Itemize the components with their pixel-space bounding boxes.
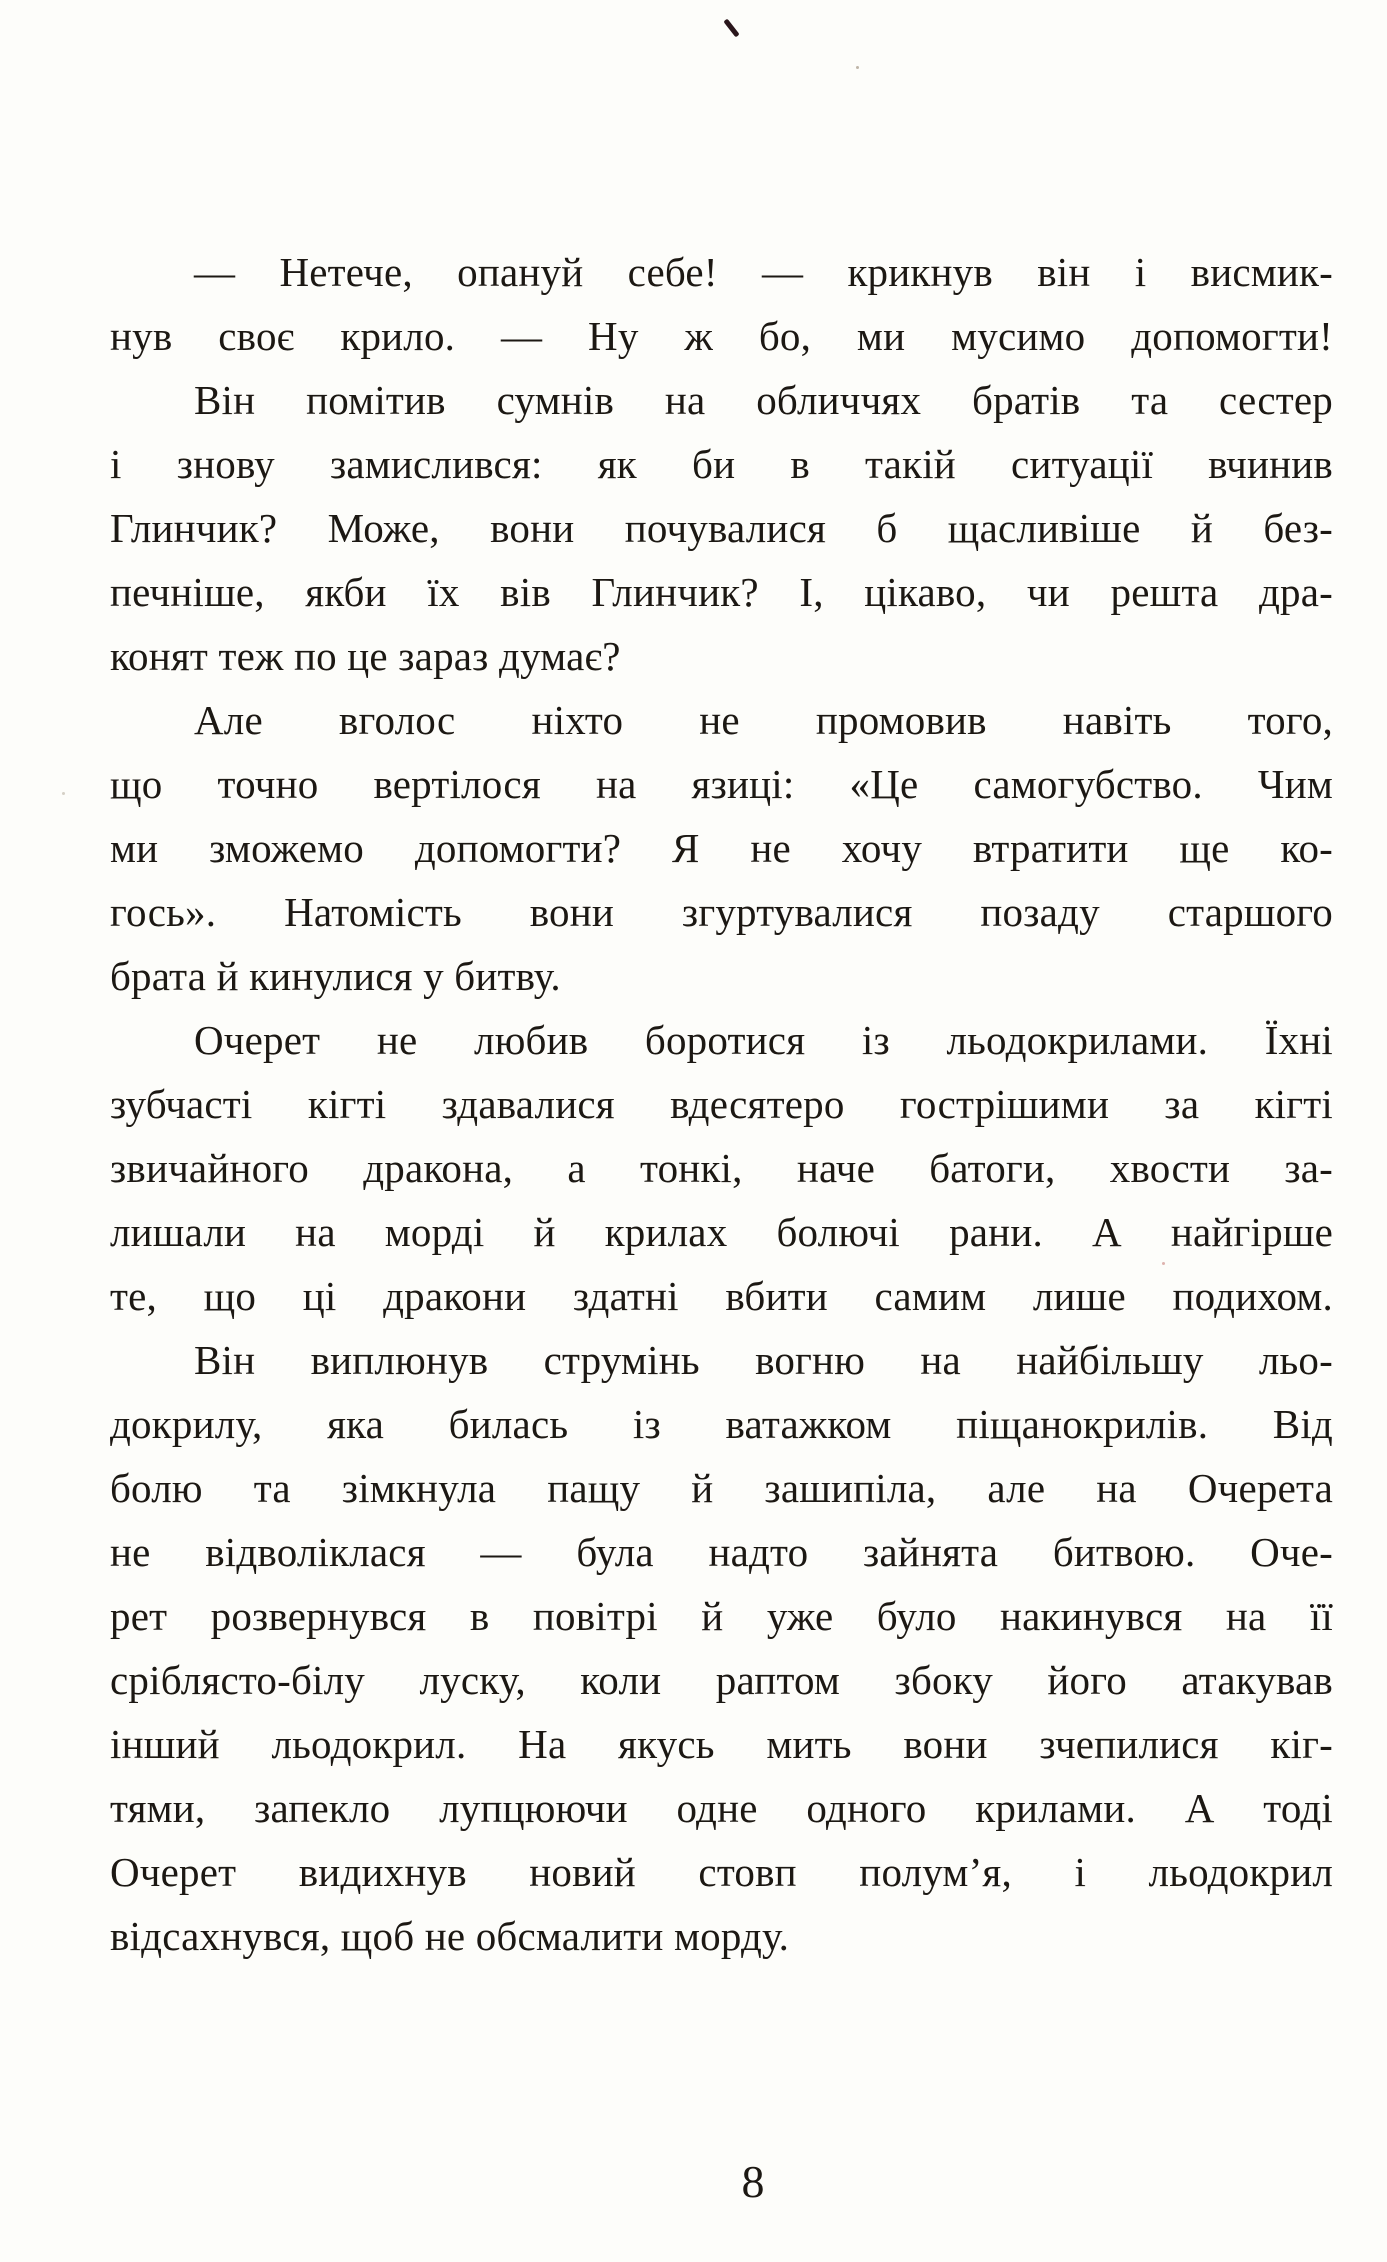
text-line: сріблясто-білу луску, коли раптом збоку його атакував <box>110 1657 1333 1703</box>
page-number: 8 <box>741 2156 765 2207</box>
scan-artifact-mark <box>723 19 739 38</box>
text-line: рет розвернувся в повітрі й уже було накинувся на її <box>110 1593 1333 1639</box>
text-line: звичайного дракона, а тонкі, наче батоги, хвости за- <box>110 1145 1333 1191</box>
text-line: нув своє крило. — Ну ж бо, ми мусимо допомогти! <box>110 313 1333 359</box>
text-line: — Нетече, опануй себе! — крикнув він і висмик- <box>194 249 1333 295</box>
text-line: Він помітив сумнів на обличчях братів та сестер <box>194 377 1333 423</box>
text-block <box>110 240 1333 1968</box>
text-line: те, що ці дракони здатні вбити самим лише подихом. <box>110 1273 1333 1319</box>
text-line: Але вголос ніхто не промовив навіть того, <box>194 697 1333 743</box>
text-line: інший льодокрил. На якусь мить вони зчепилися кіг- <box>110 1721 1333 1767</box>
text-line: Глинчик? Може, вони почувалися б щасливіше й без- <box>110 505 1333 551</box>
scan-speck <box>856 66 859 69</box>
text-line: Він виплюнув струмінь вогню на найбільшу льо- <box>194 1337 1333 1383</box>
text-line: зубчасті кігті здавалися вдесятеро гострішими за кігті <box>110 1081 1333 1127</box>
text-line: брата й кинулися у битву. <box>110 953 561 999</box>
text-line: гось». Натомість вони згуртувалися позаду старшого <box>110 889 1333 935</box>
text-line: ми зможемо допомогти? Я не хочу втратити ще ко- <box>110 825 1333 871</box>
text-line: конят теж по це зараз думає? <box>110 633 621 679</box>
text-line: тями, запекло лупцюючи одне одного крилами. А тоді <box>110 1785 1333 1831</box>
text-line: лишали на морді й крилах болючі рани. А найгірше <box>110 1209 1333 1255</box>
text-line: не відволіклася — була надто зайнята битвою. Оче- <box>110 1529 1333 1575</box>
text-line: печніше, якби їх вів Глинчик? І, цікаво, чи решта дра- <box>110 569 1333 615</box>
text-line: відсахнувся, щоб не обсмалити морду. <box>110 1913 790 1959</box>
scan-speck <box>62 792 65 795</box>
text-line: Очерет видихнув новий стовп полум’я, і льодокрил <box>110 1849 1333 1895</box>
text-line: і знову замислився: як би в такій ситуації вчинив <box>110 441 1333 487</box>
text-line: докрилу, яка билась із ватажком піщанокрилів. Від <box>110 1401 1333 1447</box>
text-line: болю та зімкнула пащу й зашипіла, але на Очерета <box>110 1465 1333 1511</box>
text-line: що точно вертілося на язиці: «Це самогубство. Чим <box>110 761 1333 807</box>
text-line: Очерет не любив боротися із льодокрилами. Їхні <box>194 1017 1333 1063</box>
